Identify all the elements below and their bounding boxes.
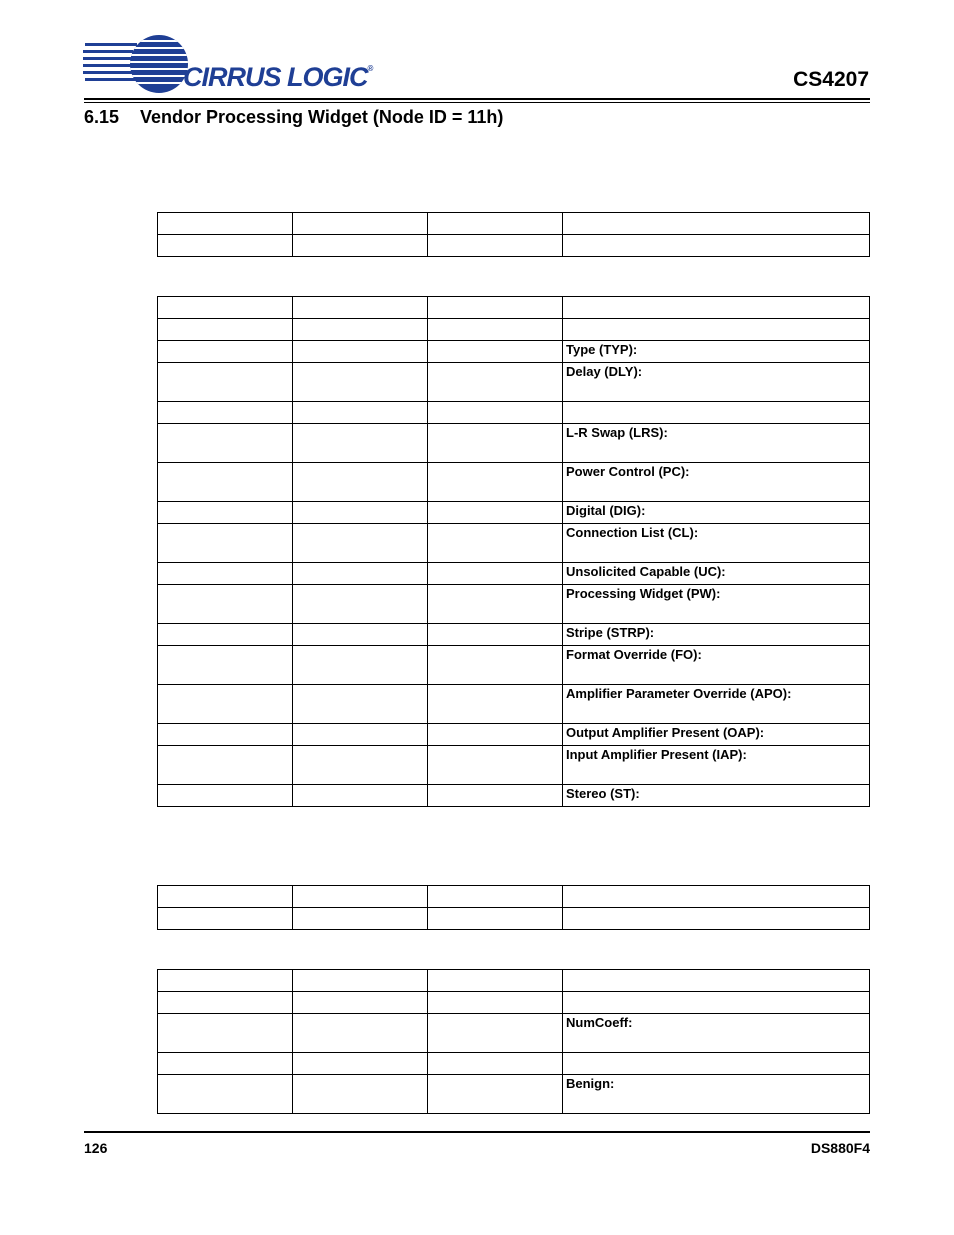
table-row xyxy=(158,585,870,624)
field-label-unsolicited-capable: Unsolicited Capable (UC): xyxy=(566,564,726,579)
header-rule-thin xyxy=(84,102,870,103)
field-label-digital: Digital (DIG): xyxy=(566,503,646,518)
cirrus-logic-logo-mark xyxy=(83,34,193,94)
table-row xyxy=(158,746,870,785)
table-row xyxy=(158,685,870,724)
field-label-power-control: Power Control (PC): xyxy=(566,464,690,479)
table-row xyxy=(158,992,870,1014)
field-label xyxy=(566,402,866,403)
field-label-benign: Benign: xyxy=(566,1076,615,1091)
table-row xyxy=(158,886,870,908)
field-label-connection-list: Connection List (CL): xyxy=(566,525,699,540)
section-title: Vendor Processing Widget (Node ID = 11h) xyxy=(140,107,504,127)
table-row xyxy=(158,970,870,992)
table-row xyxy=(158,908,870,930)
table-row xyxy=(158,785,870,807)
field-label xyxy=(566,297,866,298)
field-label-input-amp-present: Input Amplifier Present (IAP): xyxy=(566,747,747,762)
table-row xyxy=(158,402,870,424)
table-row xyxy=(158,424,870,463)
header-rule xyxy=(84,98,870,100)
table-row xyxy=(158,319,870,341)
table-row xyxy=(158,1075,870,1114)
table-row xyxy=(158,563,870,585)
table-row xyxy=(158,1053,870,1075)
table-row xyxy=(158,524,870,563)
logo-wordmark: CIRRUS LOGIC® xyxy=(183,62,373,92)
register-table-4 xyxy=(157,969,870,1114)
field-label-stereo: Stereo (ST): xyxy=(566,786,640,801)
table-row xyxy=(158,724,870,746)
table-row xyxy=(158,297,870,319)
table-row xyxy=(158,363,870,402)
table-row xyxy=(158,213,870,235)
footer-rule xyxy=(84,1131,870,1133)
table-row xyxy=(158,646,870,685)
field-label-type: Type (TYP): xyxy=(566,342,638,357)
register-table-1 xyxy=(157,212,870,257)
section-heading xyxy=(84,107,503,128)
table-row xyxy=(158,624,870,646)
table-row xyxy=(158,463,870,502)
field-label-amp-param-override: Amplifier Parameter Override (APO): xyxy=(566,686,792,701)
register-table-3 xyxy=(157,885,870,930)
table-row xyxy=(158,341,870,363)
field-label-delay: Delay (DLY): xyxy=(566,364,643,379)
section-number: 6.15 xyxy=(84,107,120,127)
field-label xyxy=(566,319,866,320)
document-id: CS4207 xyxy=(793,68,869,91)
table-row xyxy=(158,235,870,257)
field-label-lr-swap: L-R Swap (LRS): xyxy=(566,425,668,440)
field-label-stripe: Stripe (STRP): xyxy=(566,625,655,640)
cirrus-logic-logo xyxy=(83,34,373,96)
table-row xyxy=(158,1014,870,1053)
field-label-output-amp-present: Output Amplifier Present (OAP): xyxy=(566,725,765,740)
field-label-format-override: Format Override (FO): xyxy=(566,647,702,662)
register-table-2 xyxy=(157,296,870,807)
field-label-processing-widget: Processing Widget (PW): xyxy=(566,586,721,601)
field-label-numcoeff: NumCoeff: xyxy=(566,1015,633,1030)
document-revision: DS880F4 xyxy=(810,1140,870,1156)
table-row xyxy=(158,502,870,524)
page-number: 126 xyxy=(84,1140,108,1156)
